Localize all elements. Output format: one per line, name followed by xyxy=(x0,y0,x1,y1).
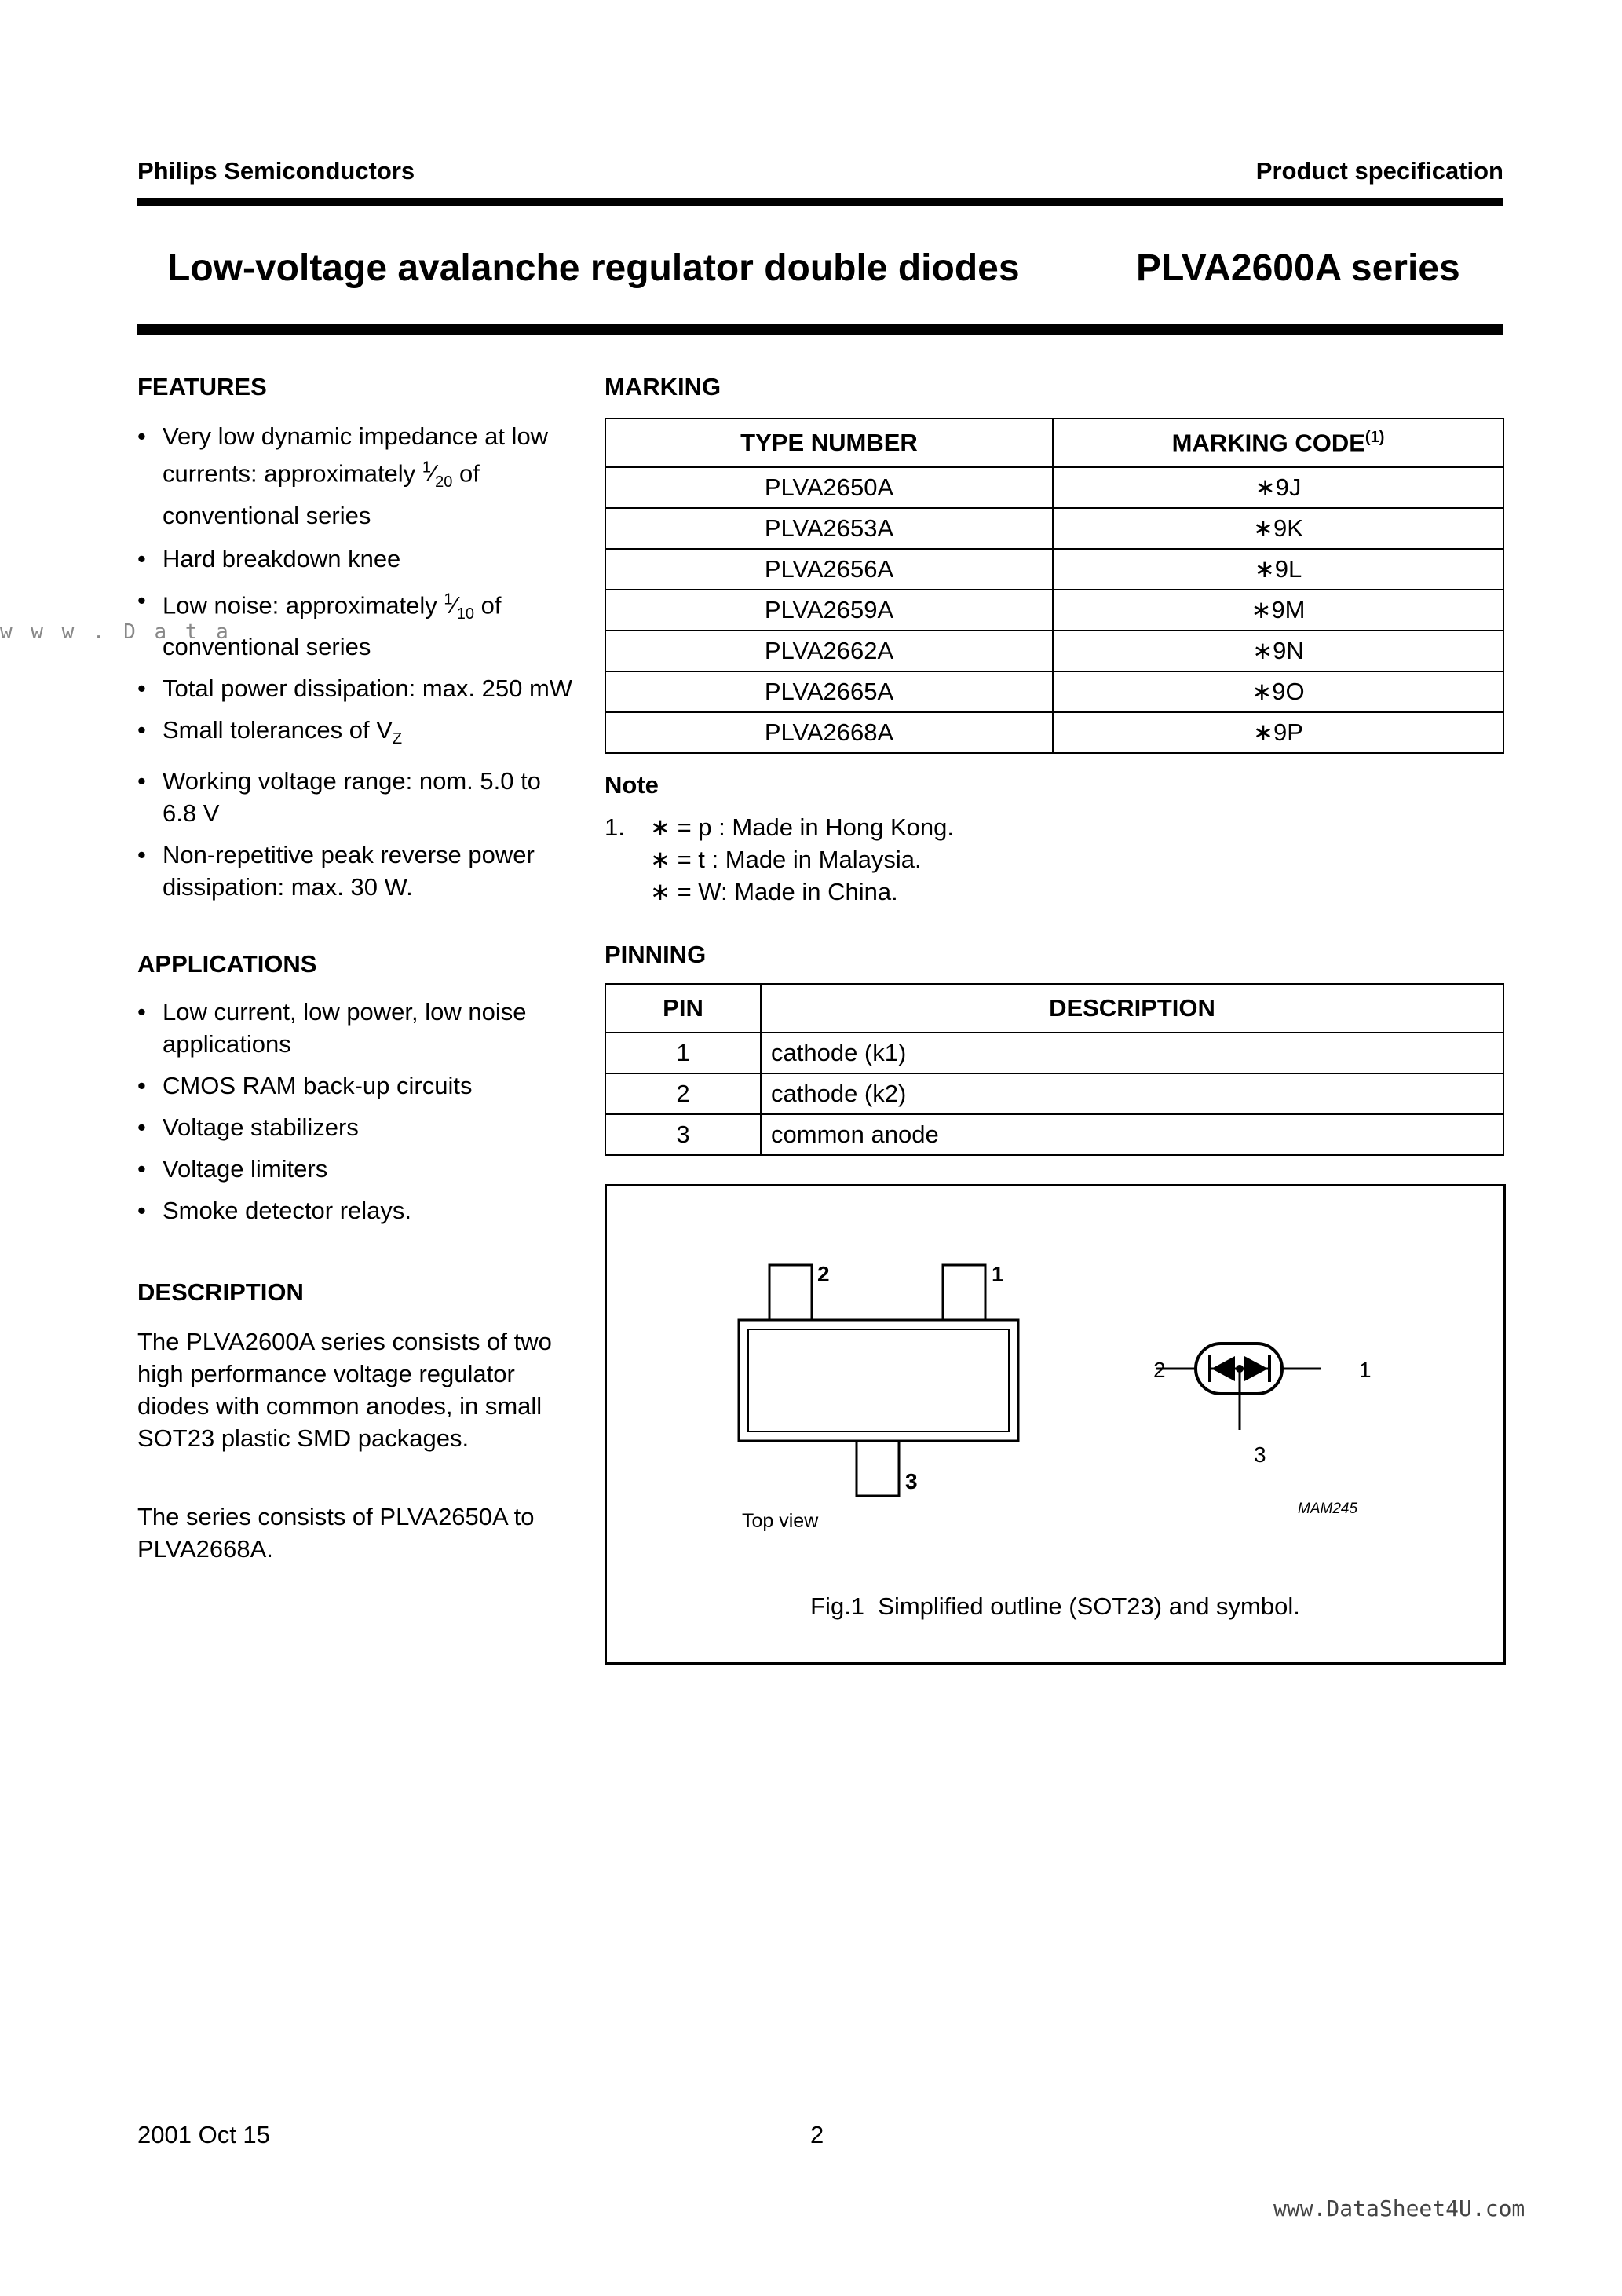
feature-item: • Very low dynamic impedance at low currents: approximately $^1⁄_{20}$ of conventional series xyxy=(137,420,577,532)
pin-label: 3 xyxy=(905,1469,918,1493)
table-row: PLVA2668A ∗9P xyxy=(605,712,1503,753)
feature-item: • Low noise: approximately $^1⁄_{10}$ of conventional series xyxy=(137,584,577,664)
series-title: PLVA2600A series xyxy=(1136,247,1460,289)
title-rule xyxy=(137,324,1503,335)
marking-heading: MARKING xyxy=(605,373,721,400)
package-inner xyxy=(748,1329,1009,1431)
table-row: PLVA2656A ∗9L xyxy=(605,549,1503,590)
symbol-label: 1 xyxy=(1359,1358,1372,1382)
table-row: 3 common anode xyxy=(605,1114,1503,1155)
diode-left-icon xyxy=(1211,1356,1235,1381)
pin-2-lead xyxy=(769,1265,812,1320)
application-item: • Smoke detector relays. xyxy=(137,1194,577,1227)
note-heading: Note xyxy=(605,771,659,799)
description-heading: DESCRIPTION xyxy=(137,1278,304,1306)
pin-3-lead xyxy=(857,1441,899,1496)
pin-label: 1 xyxy=(992,1262,1004,1286)
features-list xyxy=(137,420,577,903)
table-row: PLVA2650A ∗9J xyxy=(605,467,1503,508)
features-heading: FEATURES xyxy=(137,373,267,400)
feature-item: • Working voltage range: nom. 5.0 to 6.8 V xyxy=(137,765,577,829)
feature-item: • Total power dissipation: max. 250 mW xyxy=(137,672,577,704)
package-body xyxy=(739,1320,1018,1441)
note-line: ∗ = t : Made in Malaysia. xyxy=(650,846,922,873)
pin-label: 2 xyxy=(817,1262,830,1286)
application-item: • CMOS RAM back-up circuits xyxy=(137,1069,577,1102)
marking-table xyxy=(605,418,1504,754)
pinning-table xyxy=(605,983,1504,1156)
note-line: ∗ = p : Made in Hong Kong. xyxy=(650,813,955,841)
feature-item: • Hard breakdown knee xyxy=(137,543,577,575)
pinning-col-description: DESCRIPTION xyxy=(761,984,1503,1033)
feature-item: • Small tolerances of $V_Z$ xyxy=(137,714,577,755)
pin-1-lead xyxy=(943,1265,985,1320)
marking-col-type: TYPE NUMBER xyxy=(605,419,1053,467)
figure-code: MAM245 xyxy=(1298,1501,1358,1517)
figure-caption: Fig.1 Simplified outline (SOT23) and symbol. xyxy=(810,1592,1300,1620)
note-line: ∗ = W: Made in China. xyxy=(650,878,898,905)
pinning-heading: PINNING xyxy=(605,941,707,968)
table-row: PLVA2662A ∗9N xyxy=(605,631,1503,671)
top-view-label: Top view xyxy=(742,1510,819,1532)
table-row: 2 cathode (k2) xyxy=(605,1073,1503,1114)
header-doc-type: Product specification xyxy=(1255,157,1503,185)
symbol-label: 2 xyxy=(1153,1358,1166,1382)
application-item: • Voltage limiters xyxy=(137,1153,577,1185)
header-company: Philips Semiconductors xyxy=(137,157,415,185)
pinning-col-pin: PIN xyxy=(605,984,761,1033)
applications-list xyxy=(137,996,577,1227)
page-number: 2 xyxy=(810,2121,824,2148)
diode-right-icon xyxy=(1244,1356,1268,1381)
document-title: Low-voltage avalanche regulator double diodes xyxy=(167,247,1020,289)
note-number: 1. xyxy=(605,813,625,841)
feature-item: • Non-repetitive peak reverse power dissipation: max. 30 W. xyxy=(137,839,577,903)
footer-date: 2001 Oct 15 xyxy=(137,2121,270,2148)
description-paragraph: The series consists of PLVA2650A to PLVA2668A. xyxy=(137,1503,535,1563)
applications-heading: APPLICATIONS xyxy=(137,950,317,978)
table-row: 1 cathode (k1) xyxy=(605,1033,1503,1073)
marking-col-code: MARKING CODE$^{(1)}$ xyxy=(1053,419,1503,467)
side-watermark: w w w . D a t a xyxy=(0,620,232,644)
header-rule xyxy=(137,198,1503,206)
description-paragraph: The PLVA2600A series consists of two high performance voltage regulator diodes with common anodes, in small SOT23 plastic SMD packages. xyxy=(137,1328,552,1452)
application-item: • Voltage stabilizers xyxy=(137,1111,577,1143)
table-row: PLVA2659A ∗9M xyxy=(605,590,1503,631)
application-item: • Low current, low power, low noise applications xyxy=(137,996,577,1060)
symbol-label: 3 xyxy=(1254,1442,1266,1467)
figure-box xyxy=(605,1184,1506,1665)
table-row: PLVA2653A ∗9K xyxy=(605,508,1503,549)
footer-site[interactable]: www.DataSheet4U.com xyxy=(1273,2195,1525,2221)
table-row: PLVA2665A ∗9O xyxy=(605,671,1503,712)
